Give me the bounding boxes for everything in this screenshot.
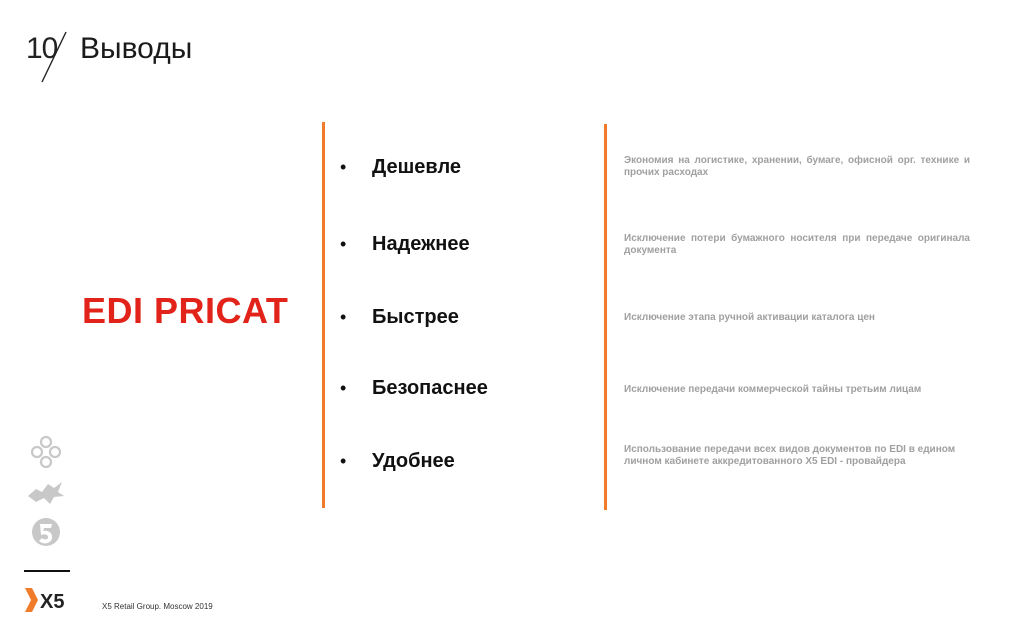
bullet-label: Удобнее bbox=[372, 449, 455, 472]
bullet-label: Быстрее bbox=[372, 305, 459, 328]
perekrestok-logo-icon bbox=[32, 437, 60, 467]
bullet-dot: • bbox=[340, 450, 347, 471]
bullet-description: Экономия на логистике, хранении, бумаге, офисной орг. технике и прочих расходах bbox=[624, 155, 970, 178]
footer-text: X5 Retail Group. Moscow 2019 bbox=[102, 602, 213, 611]
bullet-dot: • bbox=[340, 306, 347, 327]
bullet-item bbox=[340, 152, 461, 182]
bullet-dot: • bbox=[340, 233, 347, 254]
bullet-dot: • bbox=[340, 377, 347, 398]
bullet-item bbox=[340, 446, 455, 476]
right-orange-divider bbox=[604, 124, 607, 510]
slide-title: Выводы bbox=[80, 32, 193, 65]
bullet-description: Использование передачи всех видов документов по EDI в едином личном кабинете аккредитованного X5 EDI - провайдера bbox=[624, 444, 956, 467]
bullet-description: Исключение этапа ручной активации каталога цен bbox=[624, 312, 875, 323]
left-orange-divider bbox=[322, 122, 325, 508]
bullet-label: Дешевле bbox=[372, 155, 462, 178]
bullet-description: Исключение передачи коммерческой тайны третьим лицам bbox=[624, 384, 922, 395]
main-heading: EDI PRICAT bbox=[82, 290, 289, 331]
x5-logo-text: X5 bbox=[40, 591, 65, 613]
karusel-logo-icon bbox=[28, 482, 64, 504]
brand-logos bbox=[24, 434, 68, 554]
bullet-item bbox=[340, 373, 488, 403]
pyaterochka-logo-icon bbox=[32, 518, 60, 546]
bullet-label: Надежнее bbox=[372, 232, 470, 255]
bullet-description: Исключение потери бумажного носителя при передаче оригинала документа bbox=[624, 233, 970, 256]
slide-number: 10 bbox=[26, 32, 58, 65]
bullet-item bbox=[340, 302, 459, 332]
bullet-dot: • bbox=[340, 156, 347, 177]
footer-separator-line bbox=[24, 570, 70, 572]
bullet-item bbox=[340, 229, 470, 259]
slash-divider-icon bbox=[38, 30, 68, 84]
x5-logo-icon bbox=[24, 586, 70, 614]
bullet-label: Безопаснее bbox=[372, 376, 488, 399]
